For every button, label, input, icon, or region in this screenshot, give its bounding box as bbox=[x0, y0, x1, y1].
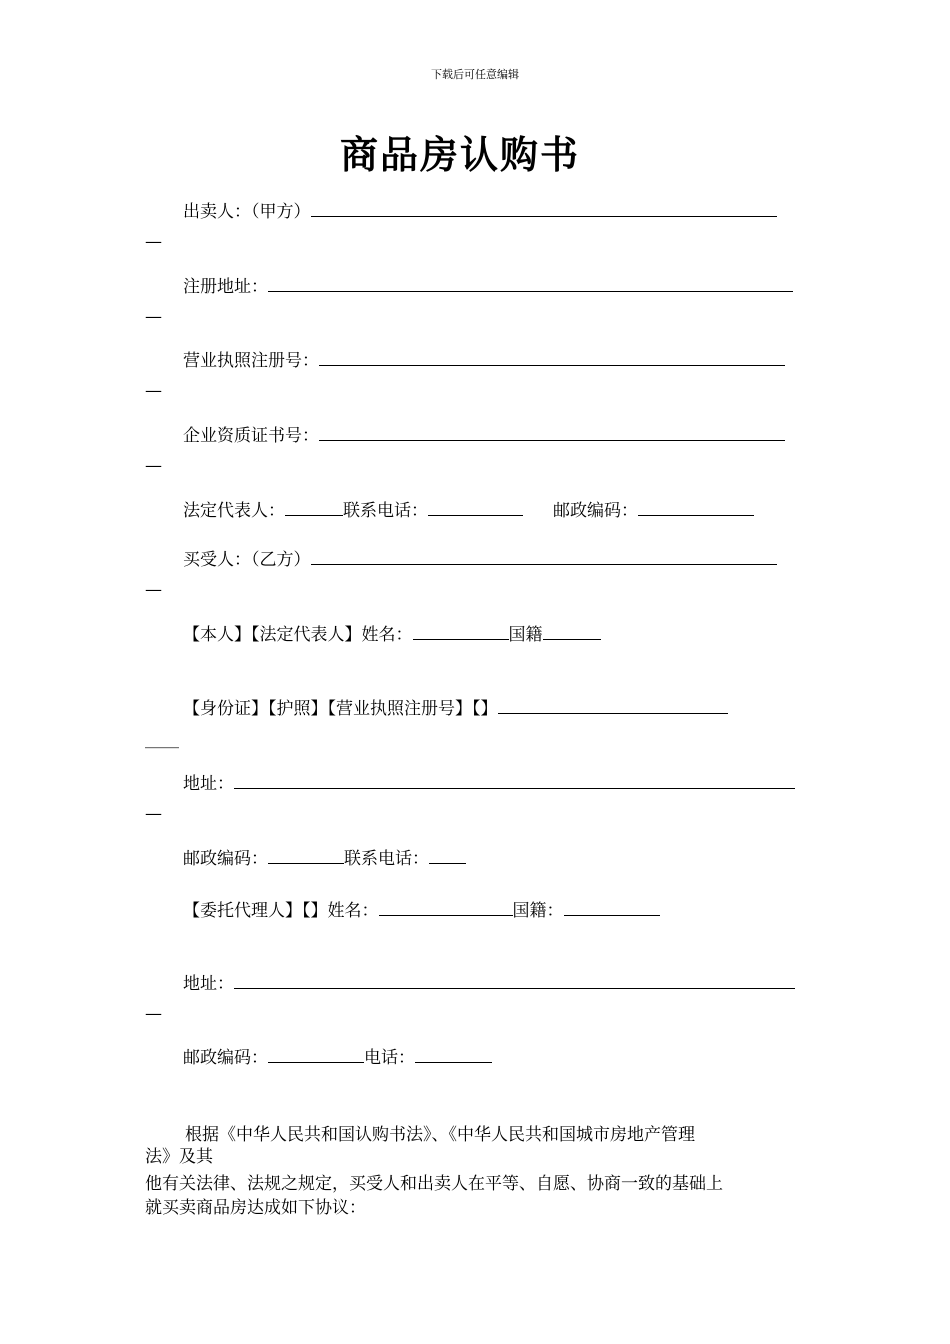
buyer-name-row bbox=[183, 624, 601, 646]
id-type-continuation: ____ bbox=[145, 729, 179, 749]
id-number-blank[interactable] bbox=[498, 699, 728, 714]
agent-nationality-blank[interactable] bbox=[564, 901, 660, 916]
buyer-address-row bbox=[183, 773, 795, 795]
seller-postcode-blank[interactable] bbox=[638, 501, 754, 516]
seller-label: 出卖人：（甲方） bbox=[183, 202, 311, 222]
buyer-postcode-blank[interactable] bbox=[268, 849, 344, 864]
seller-blank[interactable] bbox=[311, 202, 777, 217]
agent-label: 【委托代理人】【】姓名： bbox=[183, 901, 379, 921]
agent-name-blank[interactable] bbox=[379, 901, 513, 916]
document-title: 商品房认购书 bbox=[339, 132, 580, 177]
seller-row bbox=[183, 201, 777, 223]
reg-address-row bbox=[183, 276, 793, 298]
legal-rep-row bbox=[183, 500, 754, 522]
intro-line-4: 就买卖商品房达成如下协议： bbox=[145, 1198, 366, 1218]
intro-line-2: 法》及其 bbox=[145, 1147, 213, 1167]
intro-line-1: 根据《中华人民共和国认购书法》、《中华人民共和国城市房地产管理 bbox=[185, 1125, 695, 1145]
buyer-name-blank[interactable] bbox=[413, 625, 509, 640]
reg-address-label: 注册地址： bbox=[183, 277, 268, 297]
business-license-row bbox=[183, 350, 785, 372]
seller-continuation: — bbox=[145, 232, 162, 252]
agent-address-continuation: — bbox=[145, 1004, 162, 1024]
agent-postcode-row bbox=[183, 1047, 492, 1069]
header-note: 下载后可任意编辑 bbox=[431, 68, 519, 81]
nationality-label: 国籍： bbox=[512, 901, 564, 921]
agent-postcode-blank[interactable] bbox=[268, 1048, 364, 1063]
phone-label: 联系电话： bbox=[343, 501, 428, 521]
buyer-postcode-row bbox=[183, 848, 466, 870]
buyer-blank[interactable] bbox=[311, 550, 777, 565]
qualification-blank[interactable] bbox=[319, 426, 785, 441]
buyer-name-label: 【本人】【法定代表人】姓名： bbox=[183, 625, 413, 645]
tel-label: 电话： bbox=[364, 1048, 415, 1068]
postcode-label: 邮政编码： bbox=[553, 501, 638, 521]
address-label: 地址： bbox=[183, 774, 234, 794]
buyer-label: 买受人：（乙方） bbox=[183, 550, 311, 570]
buyer-nationality-blank[interactable] bbox=[543, 625, 601, 640]
seller-phone-blank[interactable] bbox=[428, 501, 523, 516]
legal-rep-label: 法定代表人： bbox=[183, 501, 285, 521]
buyer-row bbox=[183, 549, 777, 571]
agent-address-row bbox=[183, 973, 795, 995]
reg-address-blank[interactable] bbox=[268, 277, 793, 292]
agent-phone-blank[interactable] bbox=[415, 1048, 492, 1063]
postcode-label: 邮政编码： bbox=[183, 849, 268, 869]
postcode-label: 邮政编码： bbox=[183, 1048, 268, 1068]
phone-label: 联系电话： bbox=[344, 849, 429, 869]
reg-address-continuation: — bbox=[145, 307, 162, 327]
buyer-phone-blank[interactable] bbox=[429, 849, 466, 864]
qualification-label: 企业资质证书号： bbox=[183, 426, 319, 446]
id-types-label: 【身份证】【护照】【营业执照注册号】【】 bbox=[183, 699, 498, 719]
buyer-continuation: — bbox=[145, 580, 162, 600]
intro-line-3: 他有关法律、法规之规定，买受人和出卖人在平等、自愿、协商一致的基础上 bbox=[145, 1174, 723, 1194]
id-type-row bbox=[183, 698, 728, 720]
legal-rep-blank[interactable] bbox=[285, 501, 343, 516]
buyer-address-continuation: — bbox=[145, 804, 162, 824]
business-license-blank[interactable] bbox=[319, 351, 785, 366]
agent-address-blank[interactable] bbox=[234, 974, 795, 989]
qualification-continuation: — bbox=[145, 456, 162, 476]
qualification-row bbox=[183, 425, 785, 447]
nationality-label: 国籍 bbox=[508, 625, 543, 645]
business-license-label: 营业执照注册号： bbox=[183, 351, 319, 371]
business-license-continuation: — bbox=[145, 381, 162, 401]
buyer-address-blank[interactable] bbox=[234, 774, 795, 789]
agent-row bbox=[183, 900, 660, 922]
address-label: 地址： bbox=[183, 974, 234, 994]
